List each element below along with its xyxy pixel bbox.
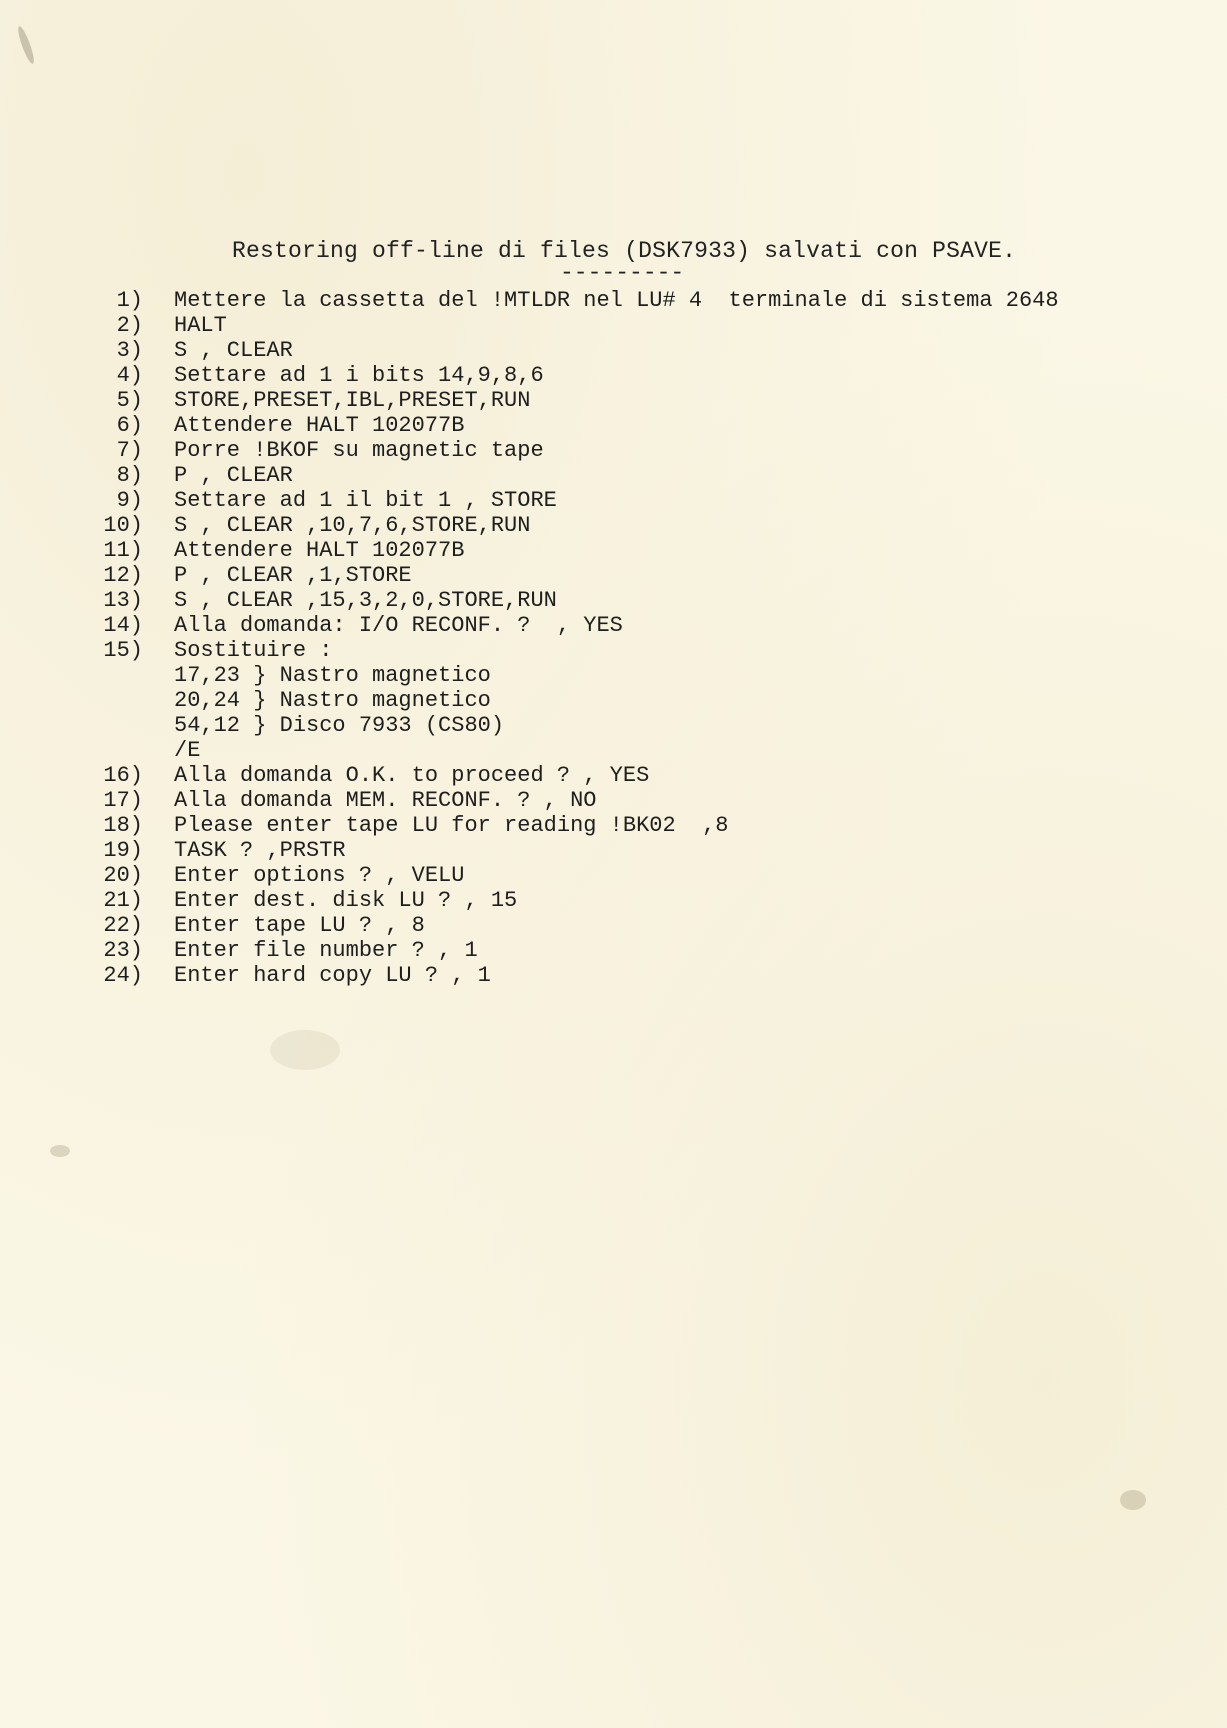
step-text: P , CLEAR [174,463,293,488]
step-text: Enter hard copy LU ? , 1 [174,963,491,988]
procedure-step [95,738,1059,763]
step-text: Enter options ? , VELU [174,863,465,888]
step-number [95,738,143,763]
procedure-step [95,388,1059,413]
step-text: Please enter tape LU for reading !BK02 ,8 [174,813,729,838]
procedure-step [95,763,1059,788]
procedure-step [95,413,1059,438]
procedure-step [95,713,1059,738]
step-number [95,688,143,713]
step-number: 21) [103,888,143,913]
step-text: 20,24 } Nastro magnetico [174,688,491,713]
step-number: 24) [103,963,143,988]
procedure-step [95,963,1059,988]
step-text: Alla domanda: I/O RECONF. ? , YES [174,613,623,638]
smudge-mark [15,25,36,65]
step-text: S , CLEAR ,10,7,6,STORE,RUN [174,513,531,538]
procedure-step [95,463,1059,488]
step-text: S , CLEAR ,15,3,2,0,STORE,RUN [174,588,557,613]
step-text: STORE,PRESET,IBL,PRESET,RUN [174,388,531,413]
step-text: Porre !BKOF su magnetic tape [174,438,544,463]
step-number: 2) [116,313,143,338]
procedure-step [95,438,1059,463]
step-text: Sostituire : [174,638,333,663]
procedure-step [95,563,1059,588]
procedure-step [95,513,1059,538]
step-number: 1) [116,288,143,313]
step-text: Enter file number ? , 1 [174,938,478,963]
step-number: 20) [103,863,143,888]
step-text: Attendere HALT 102077B [174,538,465,563]
smudge-mark [1120,1490,1146,1510]
step-text: Alla domanda MEM. RECONF. ? , NO [174,788,597,813]
step-number: 13) [103,588,143,613]
smudge-mark [270,1030,340,1070]
procedure-step [95,813,1059,838]
step-text: Settare ad 1 il bit 1 , STORE [174,488,557,513]
procedure-step [95,838,1059,863]
step-text: P , CLEAR ,1,STORE [174,563,412,588]
step-number: 23) [103,938,143,963]
step-text: 54,12 } Disco 7933 (CS80) [174,713,505,738]
step-number: 9) [116,488,143,513]
procedure-step [95,788,1059,813]
step-number: 10) [103,513,143,538]
procedure-step [95,288,1059,313]
step-text: TASK ? ,PRSTR [174,838,346,863]
step-number: 6) [116,413,143,438]
procedure-step [95,938,1059,963]
step-number [95,663,143,688]
document-title: Restoring off-line di files (DSK7933) salvati con PSAVE. [232,238,1017,264]
procedure-step [95,588,1059,613]
procedure-step [95,538,1059,563]
procedure-step [95,688,1059,713]
step-number: 22) [103,913,143,938]
step-number: 7) [116,438,143,463]
step-text: Mettere la cassetta del !MTLDR nel LU# 4 terminale di sistema 2648 [174,288,1059,313]
procedure-step [95,363,1059,388]
step-text: Enter dest. disk LU ? , 15 [174,888,518,913]
step-number: 16) [103,763,143,788]
step-number [95,713,143,738]
step-number: 11) [103,538,143,563]
step-number: 15) [103,638,143,663]
step-number: 17) [103,788,143,813]
procedure-step [95,913,1059,938]
step-number: 3) [116,338,143,363]
procedure-step [95,488,1059,513]
title-underline: --------- [560,260,685,286]
procedure-step [95,863,1059,888]
procedure-step [95,663,1059,688]
procedure-step [95,638,1059,663]
procedure-steps-list [95,288,1059,988]
smudge-mark [50,1145,70,1157]
step-text: S , CLEAR [174,338,293,363]
procedure-step [95,338,1059,363]
procedure-step [95,613,1059,638]
step-number: 5) [116,388,143,413]
procedure-step [95,313,1059,338]
step-number: 8) [116,463,143,488]
step-number: 12) [103,563,143,588]
step-text: /E [174,738,201,763]
step-text: Settare ad 1 i bits 14,9,8,6 [174,363,544,388]
step-text: 17,23 } Nastro magnetico [174,663,491,688]
step-number: 19) [103,838,143,863]
step-text: Attendere HALT 102077B [174,413,465,438]
procedure-step [95,888,1059,913]
step-number: 4) [116,363,143,388]
step-number: 18) [103,813,143,838]
step-text: HALT [174,313,227,338]
step-text: Alla domanda O.K. to proceed ? , YES [174,763,650,788]
step-text: Enter tape LU ? , 8 [174,913,425,938]
step-number: 14) [103,613,143,638]
